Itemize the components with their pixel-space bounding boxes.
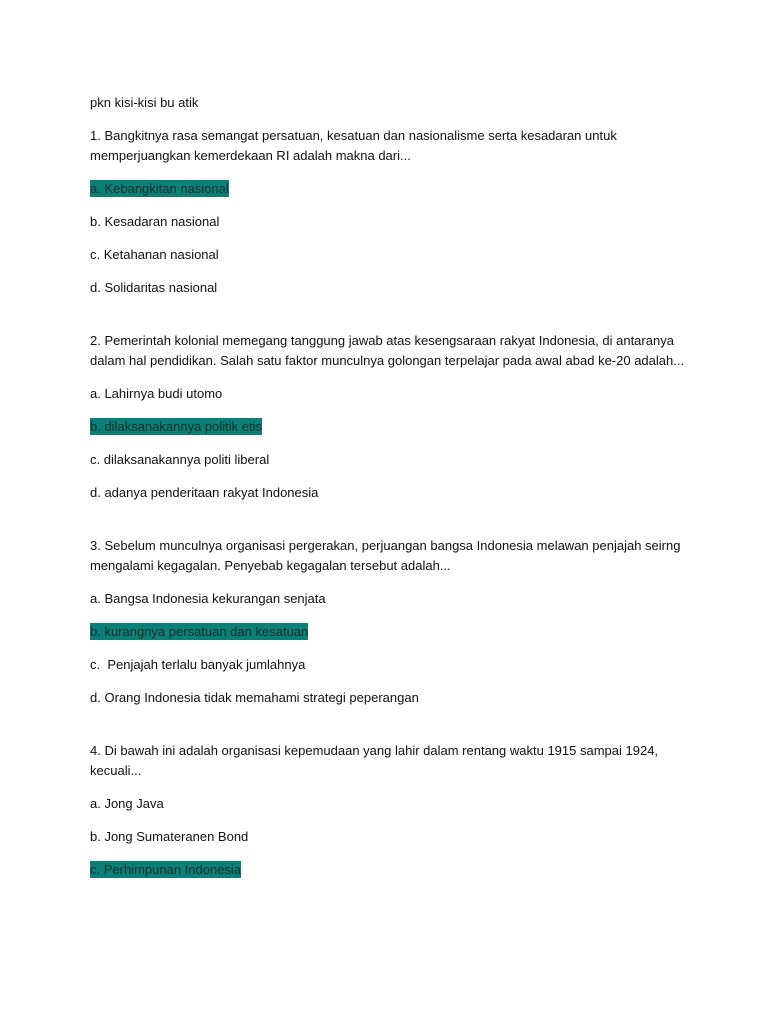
option-label: c. Penjajah terlalu banyak jumlahnya (90, 657, 306, 672)
option-a (90, 179, 690, 199)
option-label: d. Solidaritas nasional (90, 280, 218, 295)
option-label: b. kurangnya persatuan dan kesatuan (90, 624, 309, 639)
question-1 (90, 126, 690, 298)
spacer (90, 311, 690, 331)
option-d (90, 688, 690, 708)
option-c (90, 860, 690, 880)
question-text: 4. Di bawah ini adalah organisasi kepemudaan yang lahir dalam rentang waktu 1915 sampai 1924, kecuali... (90, 743, 659, 778)
option-c (90, 450, 690, 470)
option-label: c. dilaksanakannya politi liberal (90, 452, 270, 467)
option-b (90, 212, 690, 232)
question-2 (90, 331, 690, 503)
spacer (90, 516, 690, 536)
question-3 (90, 536, 690, 708)
option-label: a. Kebangkitan nasional (90, 181, 229, 196)
option-c (90, 655, 690, 675)
option-b (90, 827, 690, 847)
option-a (90, 794, 690, 814)
option-c (90, 245, 690, 265)
option-b (90, 622, 690, 642)
option-label: b. Kesadaran nasional (90, 214, 220, 229)
option-label: b. Jong Sumateranen Bond (90, 829, 249, 844)
question-text: 1. Bangkitnya rasa semangat persatuan, kesatuan dan nasionalisme serta kesadaran untuk memperjuangkan kemerdekaan RI adalah makna dari... (90, 128, 617, 163)
option-label: d. Orang Indonesia tidak memahami strategi peperangan (90, 690, 419, 705)
document-page (90, 93, 690, 893)
option-label: c. Ketahanan nasional (90, 247, 219, 262)
option-a (90, 589, 690, 609)
option-label: a. Bangsa Indonesia kekurangan senjata (90, 591, 326, 606)
question-text: 3. Sebelum munculnya organisasi pergerakan, perjuangan bangsa Indonesia melawan penjajah seirng mengalami kegagalan. Penyebab kegagalan tersebut adalah... (90, 538, 681, 573)
option-label: b. dilaksanakannya politik etis (90, 419, 262, 434)
question-text: 2. Pemerintah kolonial memegang tanggung jawab atas kesengsaraan rakyat Indonesia, di antaranya dalam hal pendidikan. Salah satu faktor munculnya golongan terpelajar pada awal abad ke-20 adalah... (90, 333, 685, 368)
option-d (90, 483, 690, 503)
option-label: d. adanya penderitaan rakyat Indonesia (90, 485, 319, 500)
option-d (90, 278, 690, 298)
question-4 (90, 741, 690, 880)
option-a (90, 384, 690, 404)
document-title: pkn kisi-kisi bu atik (90, 95, 199, 110)
option-label: c. Perhimpunan Indonesia (90, 862, 242, 877)
option-b (90, 417, 690, 437)
option-label: a. Jong Java (90, 796, 164, 811)
spacer (90, 721, 690, 741)
option-label: a. Lahirnya budi utomo (90, 386, 223, 401)
